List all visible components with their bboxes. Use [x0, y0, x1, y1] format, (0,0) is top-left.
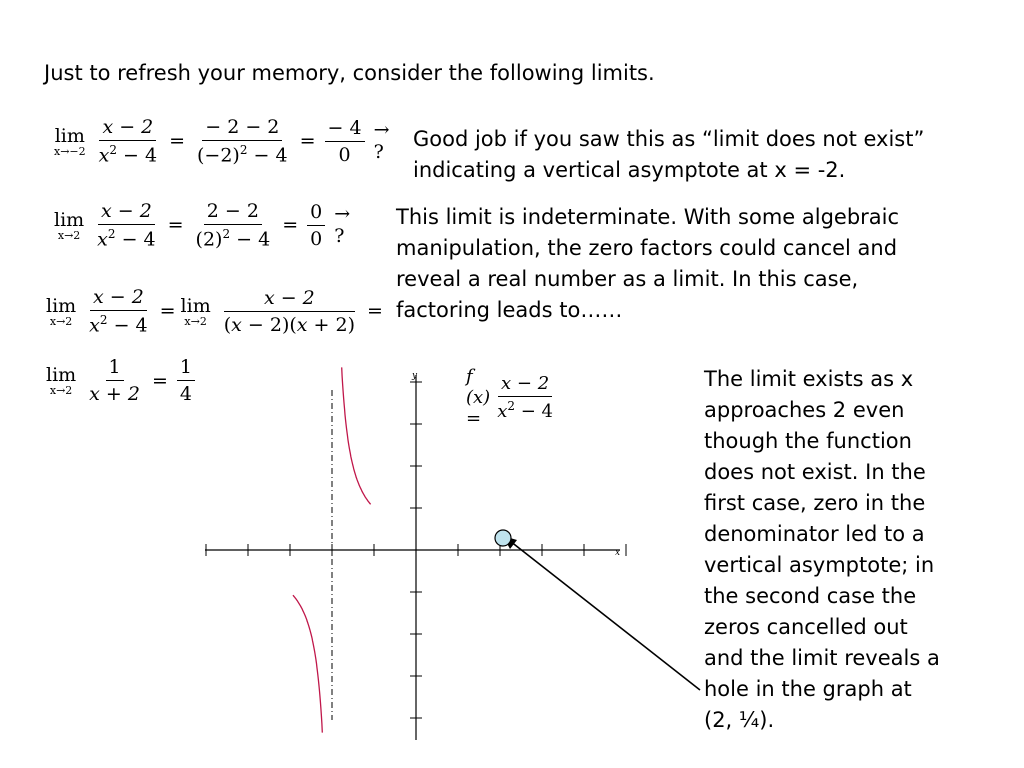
fraction: $\frac{- 2 - 2}{(-2)^2 - 4}$	[197, 116, 288, 167]
y-axis-label: y	[412, 371, 418, 381]
fraction: $\frac{0}{0}$	[307, 201, 325, 250]
intro-text: Just to refresh your memory, consider the following limits.	[44, 61, 655, 85]
comment-line: manipulation, the zero factors could cancel and	[396, 236, 898, 260]
comment-line: does not exist. In the	[704, 460, 926, 484]
comment-line: indicating a vertical asymptote at x = -2.	[413, 158, 846, 182]
comment-line: reveal a real number as a limit. In this case,	[396, 267, 859, 291]
comment-line: (2, ¼).	[704, 708, 775, 732]
curve-upper-branch	[342, 367, 371, 504]
comment-line: and the limit reveals a	[704, 646, 940, 670]
fraction: $\frac{x - 2}{(x - 2)(x + 2)}$	[223, 286, 355, 336]
comment-line: Good job if you saw this as “limit does not exist”	[413, 127, 925, 151]
fraction: $\frac{x - 2}{x^2 - 4}$	[497, 373, 553, 422]
comment-line: This limit is indeterminate. With some algebraic	[396, 205, 900, 229]
comment-line: first case, zero in the	[704, 491, 926, 515]
hole-marker	[495, 530, 511, 546]
x-axis-label: x	[615, 548, 621, 558]
limit-row-1: lim x→−2 $\frac{x - 2}{x^2 - 4}$ = $\frac{- 2 - 2}{(-2)^2 - 4}$ = $\frac{- 4}{0}$ → ?	[54, 116, 390, 167]
comment-line: The limit exists as x	[704, 367, 914, 391]
comment-line: zeros cancelled out	[704, 615, 908, 639]
limit-operator: lim x→2	[54, 208, 85, 242]
fraction: $\frac{x - 2}{x^2 - 4}$	[97, 200, 156, 251]
fraction: $\frac{2 - 2}{(2)^2 - 4}$	[195, 200, 271, 251]
fraction: $\frac{1}{x + 2}$	[89, 356, 140, 405]
comment-line: denominator led to a	[704, 522, 925, 546]
comment-line: hole in the graph at	[704, 677, 912, 701]
limit-operator: lim x→2	[46, 294, 77, 328]
comment-line: vertical asymptote; in	[704, 553, 935, 577]
limit-operator: lim x→2	[46, 364, 77, 397]
comment-line: factoring leads to……	[396, 298, 623, 322]
limit-operator: lim x→−2	[54, 124, 86, 158]
callout-arrow-line	[510, 541, 700, 690]
comment-line: the second case the	[704, 584, 917, 608]
limit-operator: lim x→2	[180, 294, 211, 328]
comment-line: approaches 2 even	[704, 398, 905, 422]
curve-lower-branch	[293, 595, 322, 732]
comment-line: though the function	[704, 429, 912, 453]
fraction: $\frac{x - 2}{x^2 - 4}$	[98, 116, 158, 167]
fraction: $\frac{1}{4}$	[177, 356, 195, 405]
limit-row-4: lim x→2 $\frac{1}{x + 2}$ = $\frac{1}{4}$	[46, 356, 199, 405]
fraction: $\frac{x - 2}{x^2 - 4}$	[89, 286, 148, 337]
fraction: $\frac{- 4}{0}$	[325, 117, 365, 166]
function-label: f (x) =	[466, 366, 491, 429]
limit-row-3: lim x→2 $\frac{x - 2}{x^2 - 4}$ = lim x→2 $\frac{x - 2}{(x - 2)(x + 2)}$ =	[46, 286, 383, 337]
limit-row-2: lim x→2 $\frac{x - 2}{x^2 - 4}$ = $\frac{2 - 2}{(2)^2 - 4}$ = $\frac{0}{0}$ → ?	[54, 200, 351, 251]
